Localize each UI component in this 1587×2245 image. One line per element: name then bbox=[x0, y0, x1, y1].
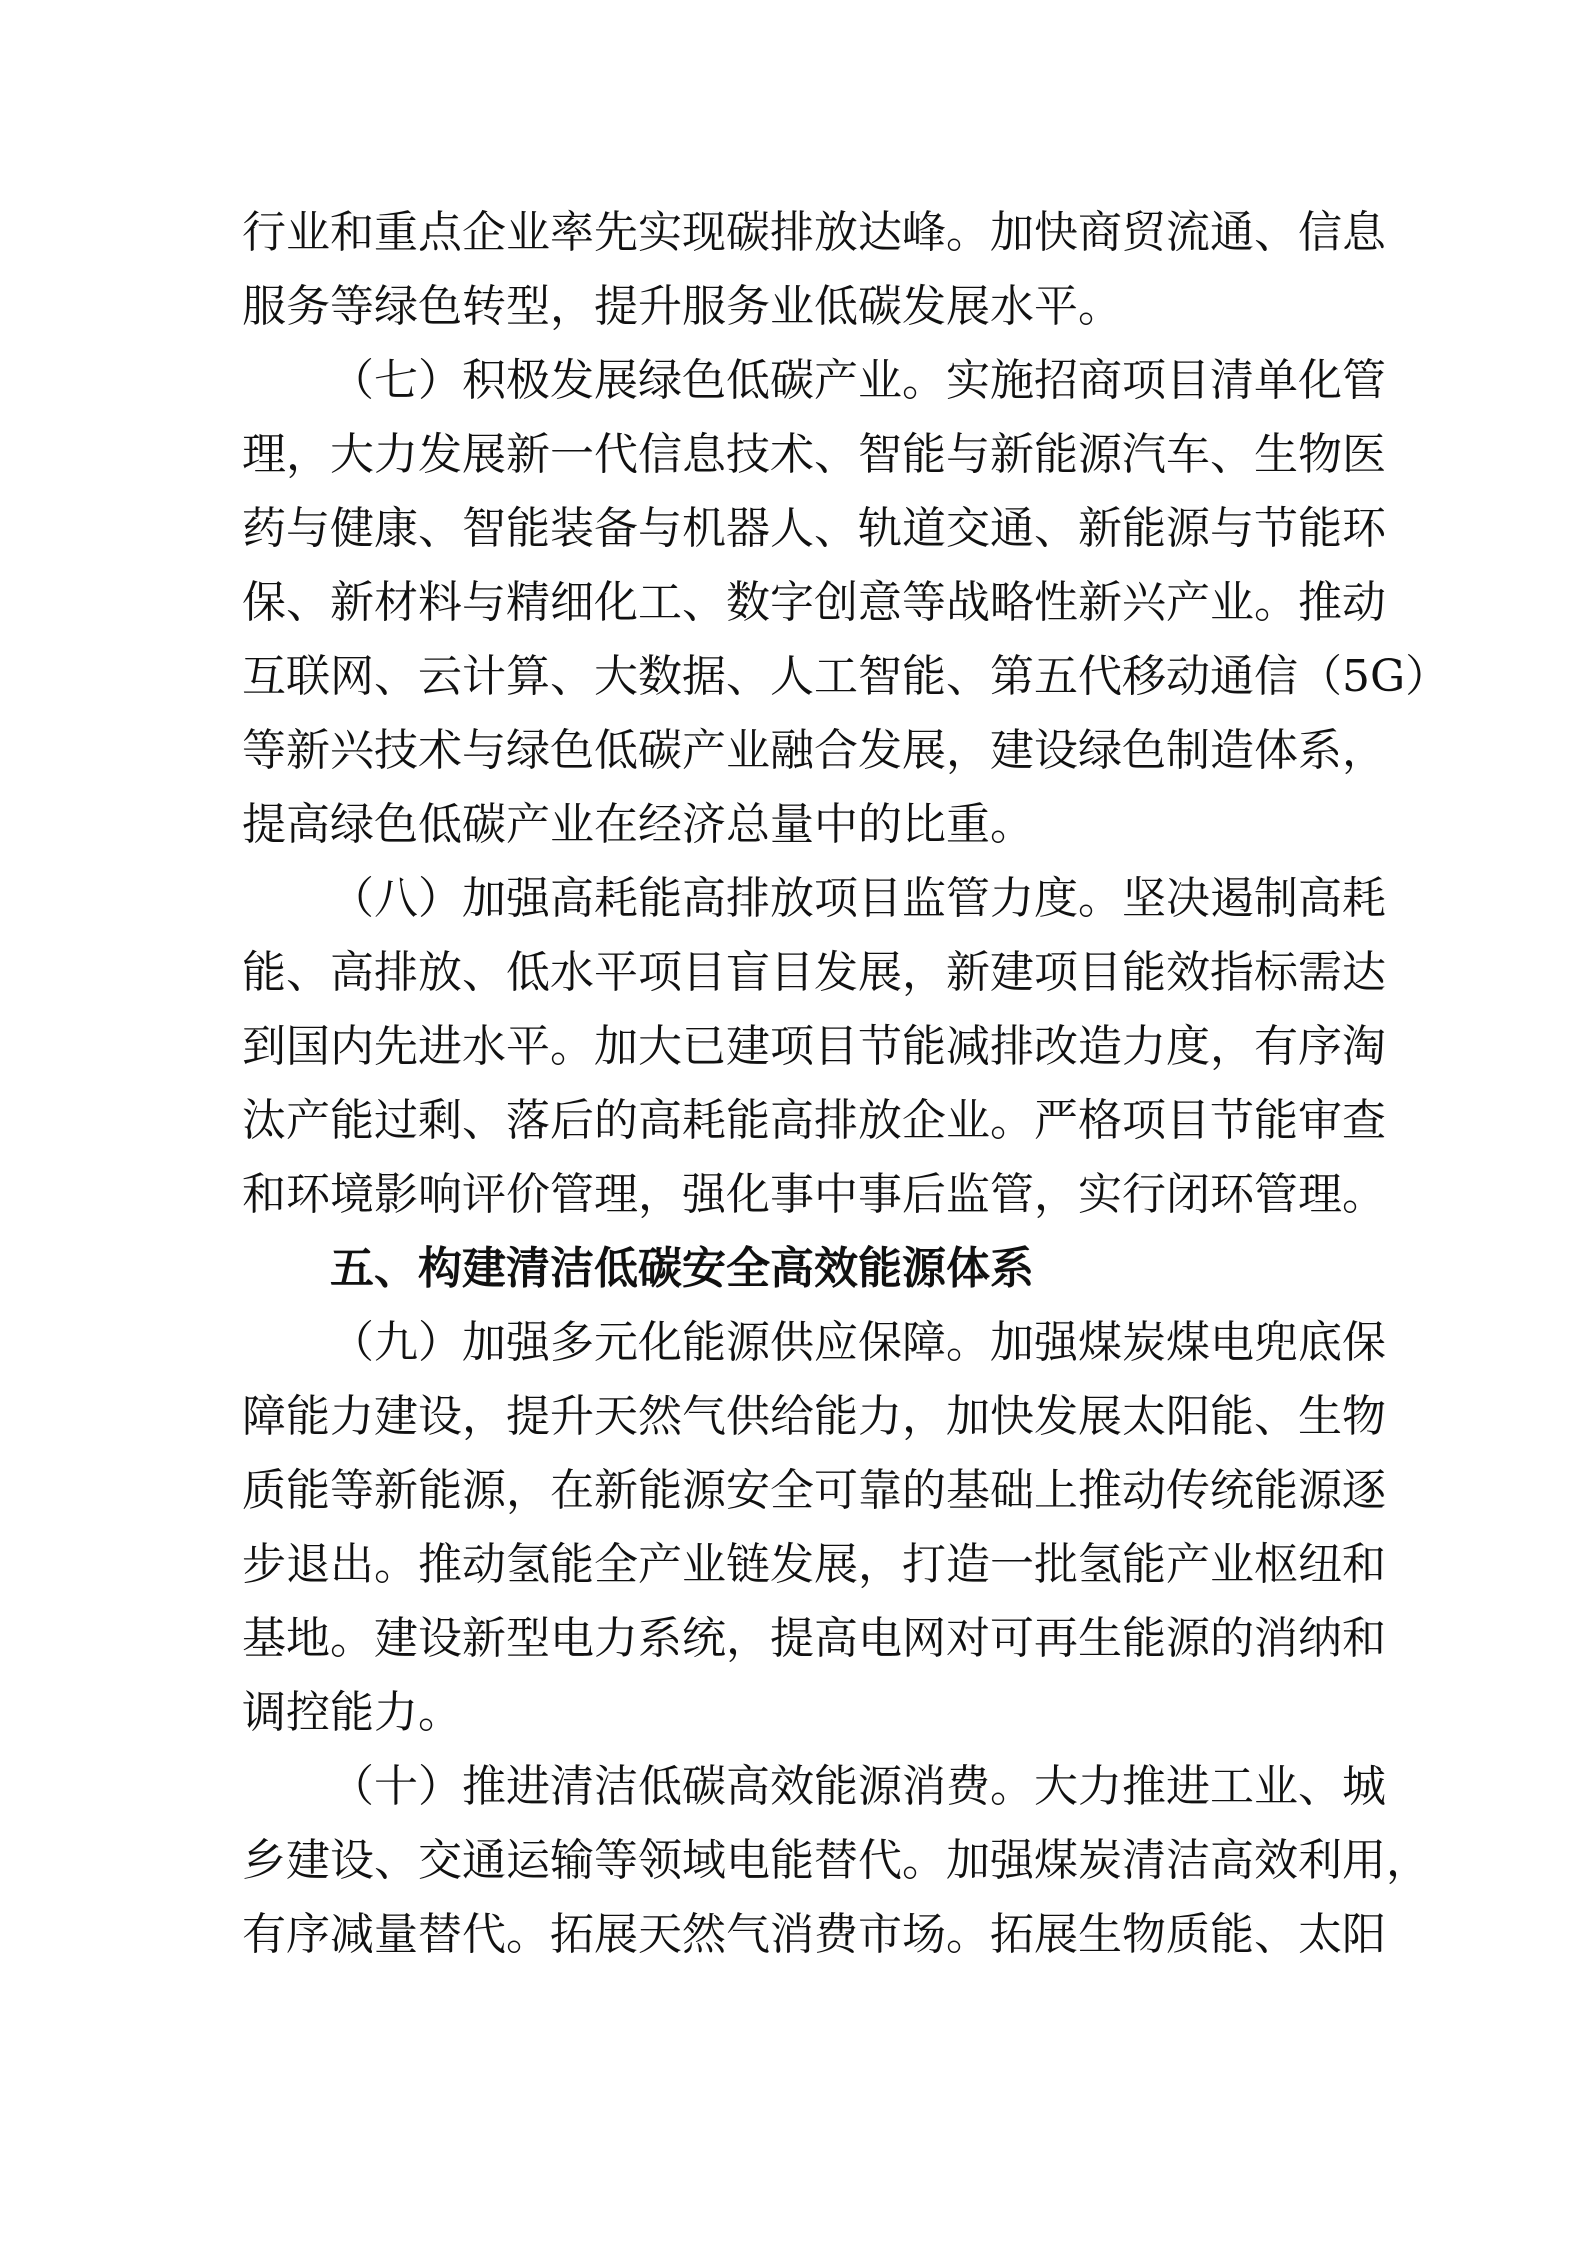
text-line: 有序减量替代。拓展天然气消费市场。拓展生物质能、太阳 bbox=[242, 1909, 1386, 1960]
text-line: 提高绿色低碳产业在经济总量中的比重。 bbox=[242, 799, 1034, 850]
text-line: 调控能力。 bbox=[242, 1687, 462, 1738]
section-heading: 五、构建清洁低碳安全高效能源体系 bbox=[330, 1243, 1034, 1294]
text-line: （七）积极发展绿色低碳产业。实施招商项目清单化管 bbox=[330, 355, 1386, 406]
text-line: 互联网、云计算、大数据、人工智能、第五代移动通信（5G） bbox=[242, 651, 1450, 702]
text-line: 保、新材料与精细化工、数字创意等战略性新兴产业。推动 bbox=[242, 577, 1386, 628]
text-line: 和环境影响评价管理，强化事中事后监管，实行闭环管理。 bbox=[242, 1169, 1386, 1220]
text-line: 行业和重点企业率先实现碳排放达峰。加快商贸流通、信息 bbox=[242, 207, 1386, 258]
document-body bbox=[242, 196, 1450, 1972]
text-line: 到国内先进水平。加大已建项目节能减排改造力度，有序淘 bbox=[242, 1021, 1386, 1072]
section-heading-5 bbox=[242, 1232, 1352, 1306]
paragraph-10 bbox=[242, 1750, 1430, 1972]
paragraph-8 bbox=[242, 862, 1386, 1232]
text-line: 服务等绿色转型，提升服务业低碳发展水平。 bbox=[242, 281, 1122, 332]
text-line: 乡建设、交通运输等领域电能替代。加强煤炭清洁高效利用， bbox=[242, 1835, 1430, 1886]
text-line: 汰产能过剩、落后的高耗能高排放企业。严格项目节能审查 bbox=[242, 1095, 1386, 1146]
paragraph-continuation bbox=[242, 196, 1386, 344]
text-line: 理，大力发展新一代信息技术、智能与新能源汽车、生物医 bbox=[242, 429, 1386, 480]
text-line: 基地。建设新型电力系统，提高电网对可再生能源的消纳和 bbox=[242, 1613, 1386, 1664]
text-line: （九）加强多元化能源供应保障。加强煤炭煤电兜底保 bbox=[330, 1317, 1386, 1368]
paragraph-7 bbox=[242, 344, 1450, 862]
text-line: 步退出。推动氢能全产业链发展，打造一批氢能产业枢纽和 bbox=[242, 1539, 1386, 1590]
paragraph-9 bbox=[242, 1306, 1386, 1750]
text-line: （八）加强高耗能高排放项目监管力度。坚决遏制高耗 bbox=[330, 873, 1386, 924]
text-line: （十）推进清洁低碳高效能源消费。大力推进工业、城 bbox=[330, 1761, 1386, 1812]
text-line: 药与健康、智能装备与机器人、轨道交通、新能源与节能环 bbox=[242, 503, 1386, 554]
text-line: 质能等新能源，在新能源安全可靠的基础上推动传统能源逐 bbox=[242, 1465, 1386, 1516]
text-line: 障能力建设，提升天然气供给能力，加快发展太阳能、生物 bbox=[242, 1391, 1386, 1442]
text-line: 等新兴技术与绿色低碳产业融合发展，建设绿色制造体系， bbox=[242, 725, 1386, 776]
text-line: 能、高排放、低水平项目盲目发展，新建项目能效指标需达 bbox=[242, 947, 1386, 998]
